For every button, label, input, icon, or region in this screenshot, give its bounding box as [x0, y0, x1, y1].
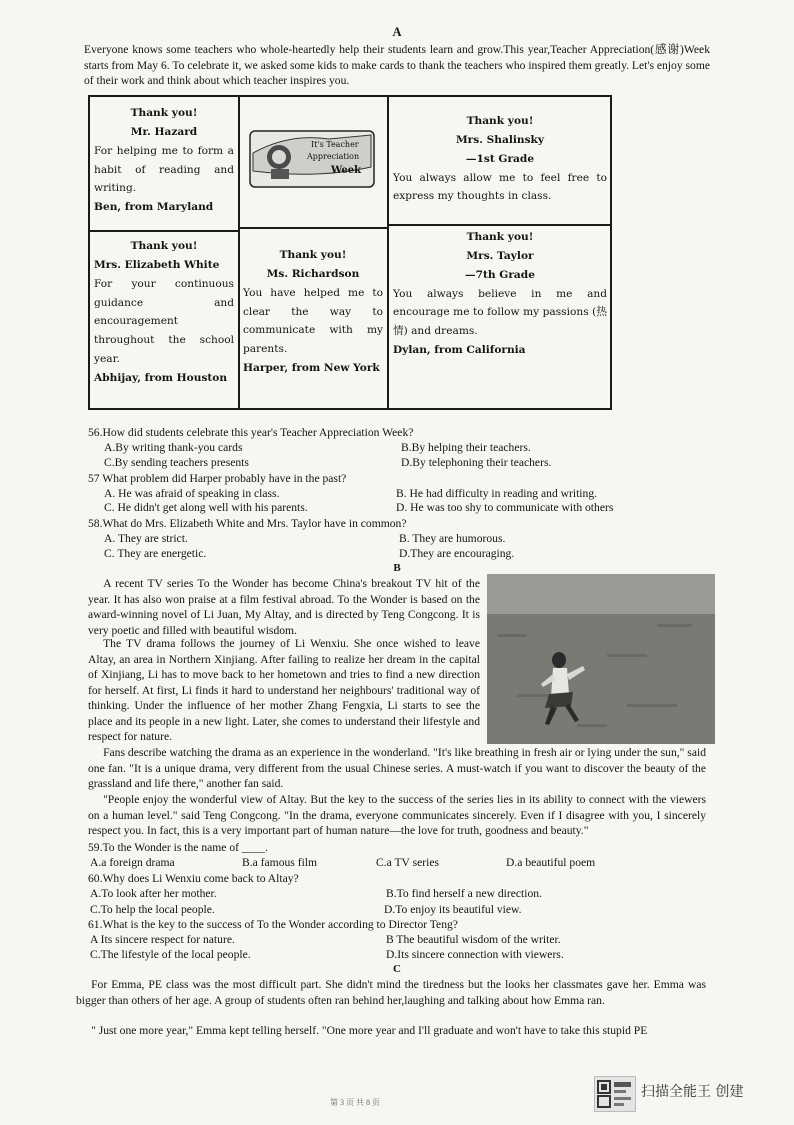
passage-c-paragraph-1: For Emma, PE class was the most difficult part. She didn't mind the tiredness but the looks her classmates gave her. Emma was bigger than others of her age. A group of students often ran behind her,laughing and talking about how Emma ran.	[76, 978, 706, 1007]
section-a-heading: A	[392, 25, 402, 39]
option-b: B.To find herself a new direction.	[386, 887, 542, 900]
option-d: D.To enjoy its beautiful view.	[384, 903, 522, 916]
passage-c-paragraph-2: " Just one more year," Emma kept telling herself. "One more year and I'll graduate and won't have to take this stupid PE	[91, 1024, 648, 1037]
qr-logo	[594, 1076, 636, 1112]
card-thanks: Thank you!	[130, 107, 198, 119]
section-b-heading: B	[393, 562, 401, 574]
option-d: D.a beautiful poem	[506, 856, 596, 869]
question-56-options-row1	[104, 440, 704, 456]
option-b: B.a famous film	[242, 856, 318, 869]
option-a: A Its sincere respect for nature.	[90, 933, 235, 946]
card-message: You always believe in me and encourage me to follow my passions (热情) and dreams.	[393, 287, 607, 338]
card-grade: —7th Grade	[465, 268, 535, 281]
card-mr-hazard	[90, 101, 238, 220]
card-thanks: Thank you!	[466, 231, 534, 243]
card-teacher: Mrs. Taylor	[466, 249, 534, 262]
option-d: D.By telephoning their teachers.	[401, 456, 552, 469]
question-59-options	[90, 855, 704, 871]
card-sender: Harper, from New York	[243, 362, 380, 375]
option-b: B. He had difficulty in reading and writing.	[396, 487, 598, 500]
grassland-photo	[487, 574, 715, 744]
teacher-appreciation-week-logo	[249, 127, 375, 191]
option-a: A. They are strict.	[104, 532, 188, 545]
logo-text-line3: Week	[331, 165, 362, 176]
option-a: A. He was afraid of speaking in class.	[104, 487, 280, 500]
passage-a-intro: Everyone knows some teachers who whole-heartedly help their students learn and grow.This year,Teacher Appreciation(感谢)Week starts from May 6. To celebrate it, we asked some kids to make cards to thank the teachers who inspired them greatly. Let's enjoy some of their work and think about which teacher inspires you.	[84, 43, 710, 88]
option-d: D.They are encouraging.	[399, 547, 515, 560]
card-mrs-elizabeth-white	[90, 234, 238, 391]
option-a: A.To look after her mother.	[90, 887, 217, 900]
question-61-options-row2	[90, 947, 704, 963]
card-mrs-taylor	[389, 225, 611, 363]
question-60-stem: 60.Why does Li Wenxiu come back to Altay?	[88, 872, 299, 885]
appreciation-week-logo-cell	[239, 97, 387, 227]
question-58-stem: 58.What do Mrs. Elizabeth White and Mrs. Taylor have in common?	[88, 517, 407, 530]
card-teacher: Ms. Richardson	[266, 267, 360, 280]
question-58-options-row1	[104, 531, 704, 547]
card-sender: Ben, from Maryland	[94, 201, 214, 214]
option-d: D.Its sincere connection with viewers.	[386, 948, 564, 961]
question-56-stem: 56.How did students celebrate this year's Teacher Appreciation Week?	[88, 426, 414, 439]
option-c: C.To help the local people.	[90, 903, 215, 916]
logo-text-line2: Appreciation	[307, 152, 360, 161]
option-c: C.a TV series	[376, 856, 440, 869]
page-number: 第 3 页 共 8 页	[330, 1098, 380, 1107]
scanner-watermark-text: 扫描全能王 创建	[641, 1084, 744, 1100]
option-c: C.The lifestyle of the local people.	[90, 948, 251, 961]
question-61-stem: 61.What is the key to the success of To the Wonder according to Director Teng?	[88, 918, 458, 931]
option-c: C. They are energetic.	[104, 547, 207, 560]
card-message: You have helped me to clear the way to communicate with my parents.	[243, 286, 383, 356]
card-thanks: Thank you!	[466, 115, 534, 127]
option-d: D. He was too shy to communicate with others	[396, 501, 614, 514]
logo-text-line1: It's Teacher	[311, 140, 359, 149]
section-c-heading: C	[393, 963, 401, 975]
card-thanks: Thank you!	[279, 249, 347, 261]
card-teacher: Mr. Hazard	[130, 125, 198, 138]
card-thanks: Thank you!	[130, 240, 198, 252]
card-mrs-shalinsky	[389, 109, 611, 209]
card-grade: —1st Grade	[465, 152, 535, 165]
woman-running-on-grassland-image	[487, 574, 715, 744]
card-sender: Abhijay, from Houston	[94, 371, 228, 384]
passage-b-paragraph-1: A recent TV series To the Wonder has become China's breakout TV hit of the year. It has also won praise at a film festival abroad. To the Wonder is based on the award-winning novel of Li Juan, My Altay, and is directed by Teng Congcong. It is very poetic and filled with beautiful wisdom.	[88, 577, 480, 637]
option-b: B The beautiful wisdom of the writer.	[386, 933, 561, 946]
option-a: A.By writing thank-you cards	[104, 441, 243, 454]
option-c: C. He didn't get along well with his parents.	[104, 501, 308, 514]
option-c: C.By sending teachers presents	[104, 456, 249, 469]
question-58-options-row2	[104, 546, 704, 562]
option-a: A.a foreign drama	[90, 856, 175, 869]
card-sender: Dylan, from California	[393, 344, 526, 357]
card-message: For helping me to form a habit of reading and writing.	[94, 144, 234, 195]
question-57-stem: 57 What problem did Harper probably have in the past?	[88, 472, 347, 485]
card-message: For your continuous guidance and encouragement throughout the school year.	[94, 277, 234, 366]
option-b: B. They are humorous.	[399, 532, 506, 545]
question-60-options-row2	[90, 902, 704, 918]
question-57-options-row2	[104, 500, 704, 516]
camscanner-logo-icon	[595, 1077, 635, 1111]
card-teacher: Mrs. Shalinsky	[455, 133, 545, 146]
option-b: B.By helping their teachers.	[401, 441, 531, 454]
question-56-options-row2	[104, 455, 704, 471]
card-message: You always allow me to feel free to express my thoughts in class.	[393, 171, 607, 203]
card-teacher: Mrs. Elizabeth White	[94, 258, 220, 271]
thank-you-cards-table	[88, 95, 612, 410]
passage-b-paragraph-3: Fans describe watching the drama as an experience in the wonderland. "It's like breathing in fresh air or lying under the sun," said one fan. "It is a unique drama, very different from the usual Chinese series. A must-watch if you want to discover the beauty of the grassland and life there," another fan said.	[88, 746, 706, 791]
passage-b-paragraph-4: "People enjoy the wonderful view of Altay. But the key to the success of the series lies in its ability to connect with the viewers on a human level." said Teng Congcong. "In the drama, everyone communicates sincerely. Even if I disagree with you, I sincerely respect you. In fact, this is a very important part of human nature—the love for truth, goodness and beauty."	[88, 793, 706, 838]
passage-b-paragraph-2: The TV drama follows the journey of Li Wenxiu. She once wished to leave Altay, an area in Northern Xinjiang. After failing to realize her dream in the capital of Xinjiang, Li has to move back to her hometown and tries to find a new direction for herself. At first, Li finds it hard to understand her neighbours' traditional way of thinking. Under the influence of her mother Zhang Fengxia, Li starts to see the place and its people in a new light. Later, she comes to understand their lifestyle and respect for nature.	[88, 637, 480, 744]
question-60-options-row1	[90, 886, 704, 902]
question-61-options-row1	[90, 932, 704, 948]
card-ms-richardson	[239, 243, 387, 381]
question-59-stem: 59.To the Wonder is the name of ____.	[88, 841, 268, 854]
